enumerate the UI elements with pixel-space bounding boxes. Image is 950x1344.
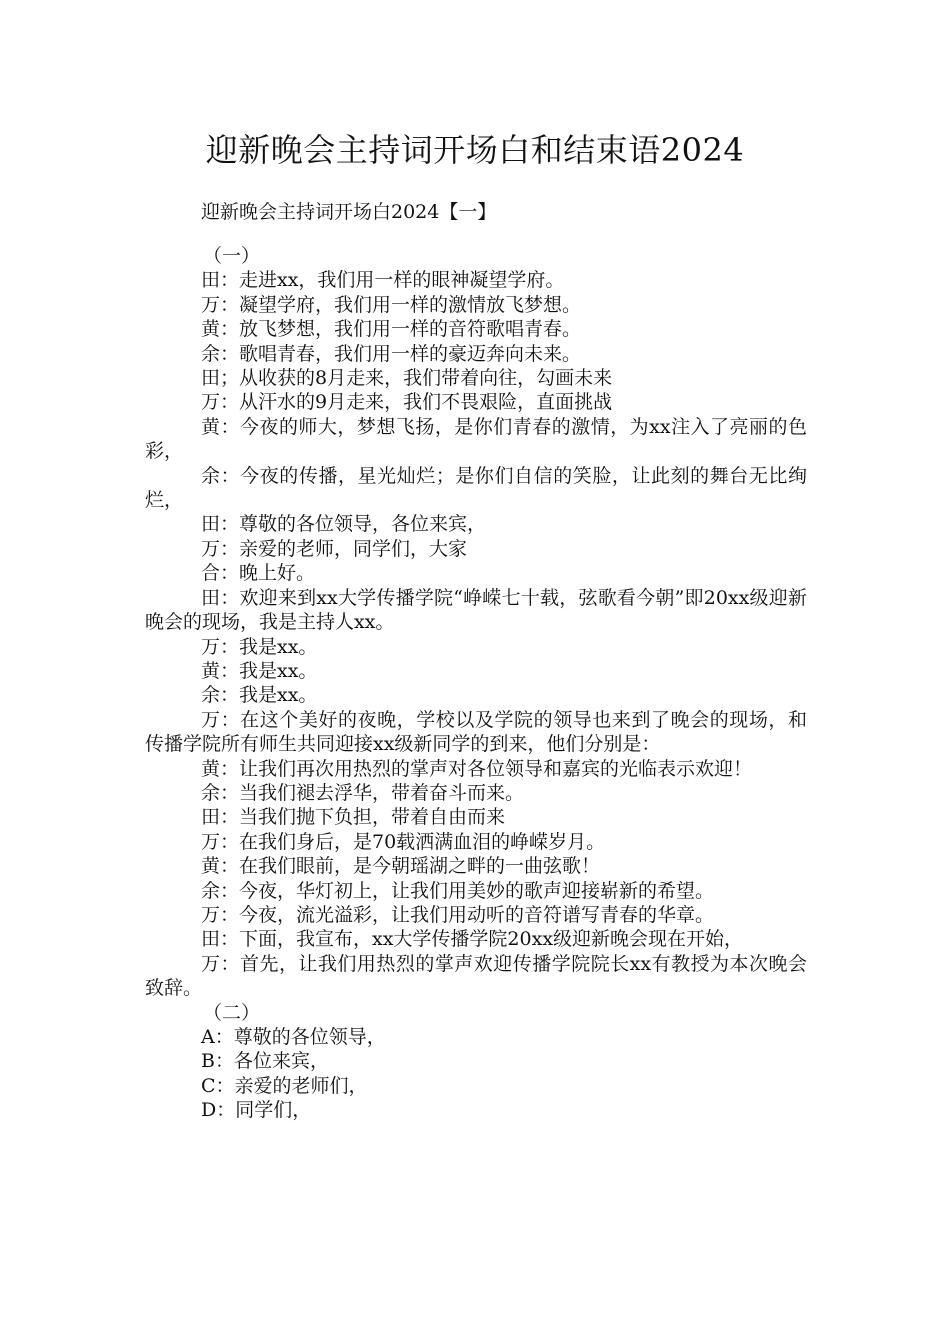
- dialogue-line: 万：今夜，流光溢彩，让我们用动听的音符谱写青春的华章。: [201, 903, 715, 926]
- dialogue-line: C：亲爱的老师们，: [201, 1074, 368, 1097]
- dialogue-line: 田：当我们抛下负担，带着自由而来: [201, 806, 506, 829]
- dialogue-line: D：同学们，: [201, 1099, 312, 1122]
- dialogue-line: 万：凝望学府，我们用一样的激情放飞梦想。: [201, 293, 582, 316]
- dialogue-line: 万：在我们身后，是70载洒满血泪的峥嵘岁月。: [201, 830, 606, 853]
- dialogue-line: 黄：让我们再次用热烈的掌声对各位领导和嘉宾的光临表示欢迎！: [201, 757, 753, 780]
- section-marker: （一）: [203, 245, 261, 267]
- dialogue-line: A：尊敬的各位领导，: [201, 1026, 386, 1048]
- dialogue-line: 余：今夜，华灯初上，让我们用美妙的歌声迎接崭新的希望。: [201, 879, 715, 902]
- dialogue-line: 田：尊敬的各位领导，各位来宾，: [201, 513, 487, 536]
- dialogue-line: 万：从汗水的9月走来，我们不畏艰险，直面挑战: [201, 391, 613, 414]
- dialogue-line: 黄：在我们眼前，是今朝瑶湖之畔的一曲弦歌！: [201, 855, 601, 878]
- dialogue-line: 万：我是xx。: [201, 635, 318, 658]
- dialogue-line: 余：我是xx。: [201, 684, 318, 707]
- dialogue-line: 黄：我是xx。: [201, 659, 318, 682]
- dialogue-line: 田：欢迎来到xx大学传播学院“峥嵘七十载，弦歌看今朝”即20xx级迎新晚会的现场，我是主持人xx。: [145, 586, 807, 634]
- dialogue-line: 黄：今夜的师大，梦想飞扬，是你们青春的激情，为xx注入了亮丽的色彩，: [145, 415, 807, 463]
- dialogue-line: 万：首先，让我们用热烈的掌声欢迎传播学院院长xx有教授为本次晚会致辞。: [145, 952, 807, 1000]
- dialogue-line: 余：歌唱青春，我们用一样的豪迈奔向未来。: [201, 342, 582, 365]
- dialogue-line: 余：当我们褪去浮华，带着奋斗而来。: [201, 781, 525, 804]
- dialogue-line: 黄：放飞梦想，我们用一样的音符歌唱青春。: [201, 318, 582, 341]
- dialogue-line: 余：今夜的传播，星光灿烂；是你们自信的笑脸，让此刻的舞台无比绚烂，: [145, 464, 807, 512]
- section-marker: （二）: [203, 1001, 261, 1024]
- dialogue-line: B：各位来宾，: [201, 1050, 329, 1073]
- document-title: 迎新晚会主持词开场白和结束语2024: [205, 131, 745, 169]
- dialogue-line: 合：晚上好。: [201, 562, 316, 585]
- dialogue-line: 万：在这个美好的夜晚，学校以及学院的领导也来到了晚会的现场，和传播学院所有师生共同迎接xx级新同学的到来，他们分别是：: [145, 708, 807, 756]
- document-body: [145, 244, 807, 1123]
- dialogue-line: 田：走进xx，我们用一样的眼神凝望学府。: [201, 269, 565, 292]
- section-heading: 迎新晚会主持词开场白2024【一】: [201, 201, 497, 223]
- dialogue-line: 万：亲爱的老师，同学们，大家: [201, 537, 468, 560]
- dialogue-line: 田；从收获的8月走来，我们带着向往，勾画未来: [201, 367, 613, 390]
- dialogue-line: 田：下面，我宣布，xx大学传播学院20xx级迎新晚会现在开始，: [201, 928, 744, 951]
